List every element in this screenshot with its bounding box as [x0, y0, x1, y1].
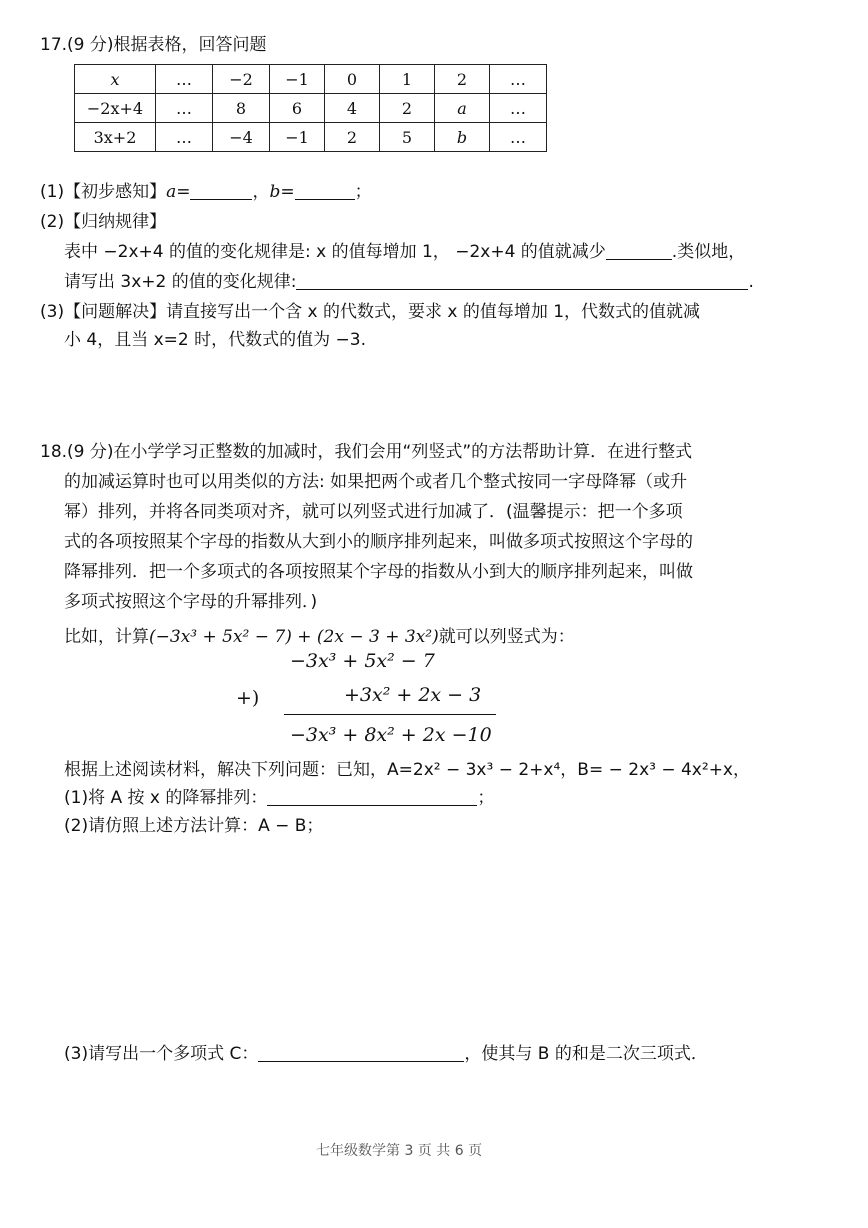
table-cell: a	[435, 94, 490, 123]
answer-blank-polynomial-c[interactable]	[258, 1043, 464, 1062]
period: .	[748, 272, 754, 292]
part2-text-end: .类似地，	[671, 242, 746, 262]
q18-part3	[64, 1042, 708, 1066]
q18-line: 的加减运算时也可以用类似的方法: 如果把两个或者几个整式按同一字母降幂（或升	[64, 472, 688, 492]
a-label: a=	[166, 182, 191, 202]
part1-prompt: (1)将 A 按 x 的降幂排列：	[64, 788, 268, 808]
table-cell: …	[490, 65, 547, 94]
q18-example	[64, 625, 575, 649]
table-cell: 4	[325, 94, 380, 123]
q18-part1	[64, 786, 494, 810]
answer-blank-rule[interactable]	[296, 271, 748, 290]
table-cell: 5	[380, 123, 435, 152]
table-cell: 3x+2	[75, 123, 156, 152]
q17-part2-line2	[64, 270, 754, 294]
q18-part2: (2)请仿照上述方法计算：A − B；	[64, 816, 324, 836]
q17-part2-label: (2)【归纳规律】	[40, 212, 167, 232]
table-cell: x	[75, 65, 156, 94]
part3-suffix: ，使其与 B 的和是二次三项式．	[464, 1044, 708, 1064]
example-suffix: 就可以列竖式为：	[438, 627, 575, 647]
table-cell: …	[156, 123, 213, 152]
vertical-result: −3x³ + 8x² + 2x −10	[290, 724, 492, 746]
table-cell: 2	[325, 123, 380, 152]
part2-prompt: 请写出 3x+2 的值的变化规律:	[64, 272, 297, 292]
table-row	[75, 94, 547, 123]
comma: ，	[252, 182, 270, 202]
table-cell: 0	[325, 65, 380, 94]
q18-line: 降幂排列．把一个多项式的各项按照某个字母的指数从小到大的顺序排列起来，叫做	[64, 562, 693, 582]
q18-line: 18.(9 分)在小学学习正整数的加减时，我们会用“列竖式”的方法帮助计算．在进行整式	[40, 442, 693, 462]
values-table	[74, 64, 547, 152]
table-cell: −1	[270, 123, 325, 152]
q17-part3-line1: (3)【问题解决】请直接写出一个含 x 的代数式，要求 x 的值每增加 1，代数式的值就减	[40, 302, 701, 322]
vertical-row1: −3x³ + 5x² − 7	[290, 650, 435, 672]
q17-part3-line2: 小 4，且当 x=2 时，代数式的值为 −3.	[64, 330, 367, 350]
table-cell: −2x+4	[75, 94, 156, 123]
table-cell: …	[156, 65, 213, 94]
part2-text: 表中 −2x+4 的值的变化规律是: x 的值每增加 1， −2x+4 的值就减少	[64, 242, 606, 262]
semicolon: ；	[354, 182, 372, 202]
table-cell: b	[435, 123, 490, 152]
answer-blank-descending[interactable]	[267, 787, 477, 806]
table-cell: …	[490, 123, 547, 152]
table-cell: 8	[213, 94, 270, 123]
example-expression: (−3x³ + 5x² − 7) + (2x − 3 + 3x²)	[149, 627, 439, 647]
vertical-divider	[284, 714, 496, 715]
table-cell: −1	[270, 65, 325, 94]
page-footer: 七年级数学第 3 页 共 6 页	[316, 1143, 483, 1159]
answer-blank-a[interactable]	[190, 181, 252, 200]
q18-line: 幂）排列，并将各同类项对齐，就可以列竖式进行加减了．(温馨提示：把一个多项	[64, 502, 683, 522]
vertical-row2: +3x² + 2x − 3	[344, 684, 482, 706]
answer-blank-decrease[interactable]	[606, 241, 672, 260]
answer-blank-b[interactable]	[295, 181, 355, 200]
q18-given: 根据上述阅读材料，解决下列问题：已知，A=2x² − 3x³ − 2+x⁴，B= − 2x³ − 4x²+x，	[64, 760, 750, 780]
part1-label: (1)【初步感知】	[40, 182, 167, 202]
table-row	[75, 65, 547, 94]
q18-line: 多项式按照这个字母的升幂排列．)	[64, 592, 318, 612]
table-cell: −2	[213, 65, 270, 94]
table-cell: …	[490, 94, 547, 123]
part3-prompt: (3)请写出一个多项式 C：	[64, 1044, 259, 1064]
vertical-operator: +)	[236, 687, 260, 709]
table-cell: 6	[270, 94, 325, 123]
q17-part2-line1	[64, 240, 745, 264]
table-row	[75, 123, 547, 152]
table-cell: …	[156, 94, 213, 123]
b-label: b=	[269, 182, 295, 202]
example-prefix: 比如，计算	[64, 627, 149, 647]
table-cell: 2	[380, 94, 435, 123]
q18-line: 式的各项按照某个字母的指数从大到小的顺序排列起来，叫做多项式按照这个字母的	[64, 532, 693, 552]
table-cell: −4	[213, 123, 270, 152]
q17-part1	[40, 180, 372, 204]
table-cell: 1	[380, 65, 435, 94]
semicolon: ；	[477, 788, 495, 808]
table-cell: 2	[435, 65, 490, 94]
q17-title: 17.(9 分)根据表格，回答问题	[40, 35, 267, 55]
